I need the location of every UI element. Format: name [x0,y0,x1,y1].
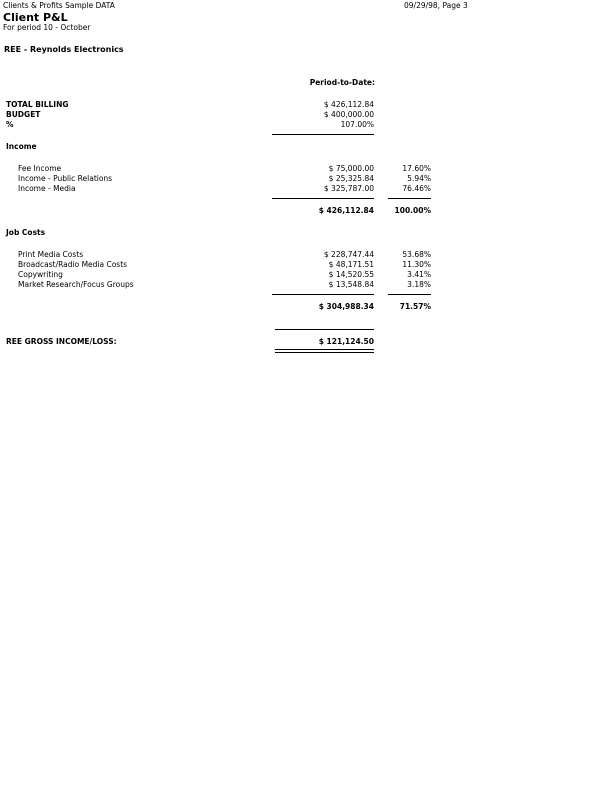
client-name: REE - Reynolds Electronics [4,45,124,54]
job-cost-row-label: Market Research/Focus Groups [18,280,134,289]
percent-value: 107.00% [340,120,374,129]
gross-top-divider [275,329,374,330]
job-cost-row-value: $ 13,548.84 [328,280,374,289]
job-cost-row-value: $ 228,747.44 [323,250,374,259]
job-cost-row-label: Copywriting [18,270,63,279]
income-total-value: $ 426,112.84 [318,206,374,215]
income-row-label: Fee Income [18,164,62,173]
income-total-divider [272,198,374,199]
income-row-value: $ 25,325.84 [328,174,374,183]
budget-value: $ 400,000.00 [323,110,374,119]
report-date-page: 09/29/98, Page 3 [404,1,468,10]
income-total-percent: 100.00% [394,206,431,215]
job-cost-row-percent: 3.18% [407,280,431,289]
report-title: Client P&L [3,11,68,24]
gross-double-underline-1 [275,349,374,350]
total-billing-label: TOTAL BILLING [6,100,69,109]
job-costs-total-value: $ 304,988.34 [318,302,374,311]
job-costs-pct-divider [388,294,431,295]
report-period: For period 10 - October [3,23,91,32]
total-billing-value: $ 426,112.84 [323,100,374,109]
job-cost-row-value: $ 14,520.55 [328,270,374,279]
job-costs-heading: Job Costs [6,228,46,237]
income-row-value: $ 75,000.00 [328,164,374,173]
gross-income-value: $ 121,124.50 [318,337,374,346]
column-header-period-to-date: Period-to-Date: [309,78,375,87]
job-cost-row-percent: 3.41% [407,270,431,279]
gross-double-underline-2 [275,352,374,353]
job-cost-row-label: Print Media Costs [18,250,84,259]
income-pct-divider [388,198,431,199]
percent-label: % [6,120,14,129]
income-row-percent: 76.46% [402,184,431,193]
job-cost-row-percent: 11.30% [402,260,431,269]
report-source-label: Clients & Profits Sample DATA [3,1,115,10]
job-costs-total-divider [272,294,374,295]
summary-divider [272,134,374,135]
income-row-percent: 17.60% [402,164,431,173]
job-cost-row-percent: 53.68% [402,250,431,259]
budget-label: BUDGET [6,110,41,119]
job-cost-row-label: Broadcast/Radio Media Costs [18,260,128,269]
income-heading: Income [6,142,37,151]
income-row-label: Income - Media [18,184,76,193]
job-costs-total-percent: 71.57% [399,302,431,311]
job-cost-row-value: $ 48,171.51 [328,260,374,269]
gross-income-label: REE GROSS INCOME/LOSS: [6,337,117,346]
income-row-percent: 5.94% [407,174,431,183]
income-row-label: Income - Public Relations [18,174,113,183]
income-row-value: $ 325,787.00 [323,184,374,193]
